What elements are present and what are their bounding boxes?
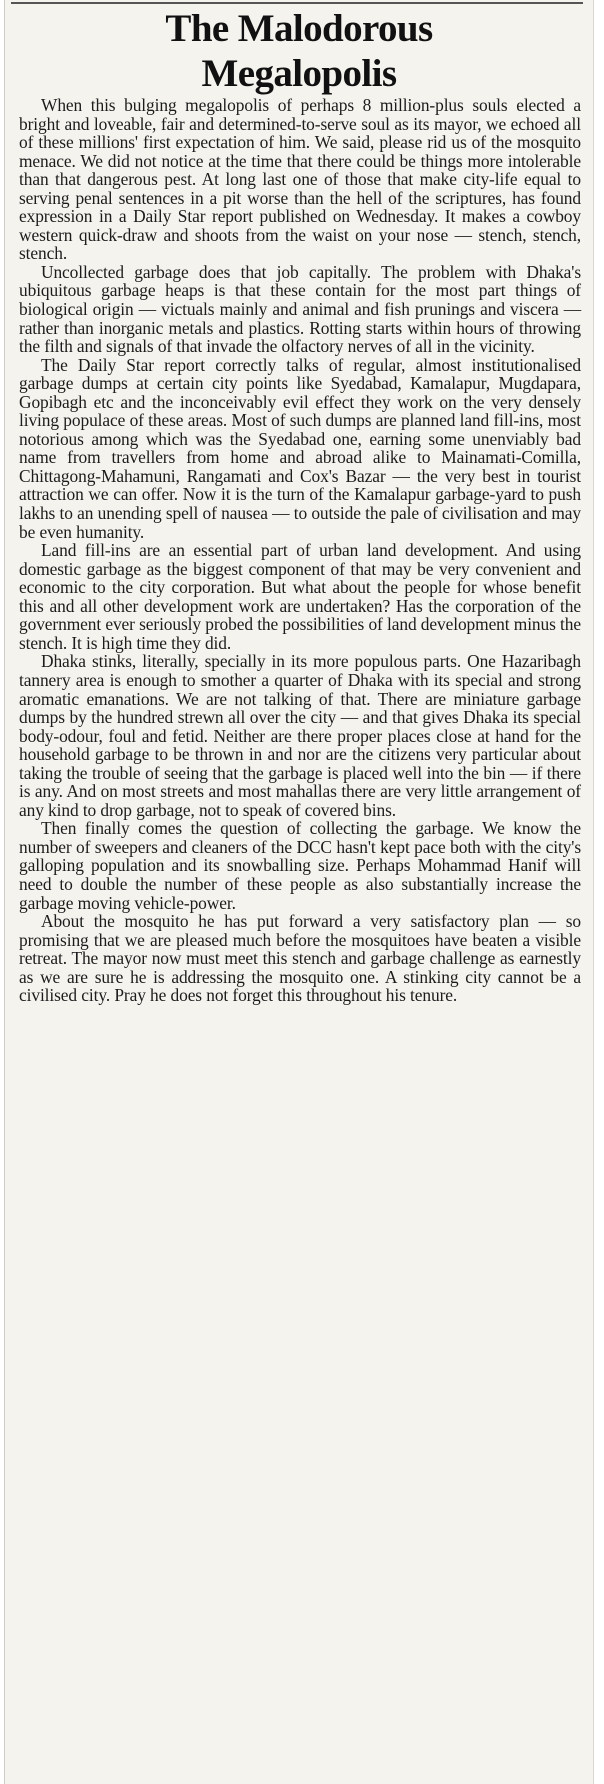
paragraph-1: When this bulging megalopolis of perhaps 8 million-plus souls elected a bright and loveable, fair and determined-to-serve soul as its mayor, we echoed all of these millions' first expectation of him. We said, please rid us of the mosquito menace. We did not notice at the time that there could be things more intolerable than that dangerous pest. At long last one of those that make city-life equal to serving penal sentences in a pit worse than the hell of the scriptures, has found expression in a Daily Star report published on Wednesday. It makes a cowboy western quick-draw and shoots from the waist on your nose — stench, stench, stench. [19,95,581,264]
article-body [19,96,581,1005]
top-rule [11,2,583,4]
paragraph-4: Land fill-ins are an essential part of urban land development. And using domestic garbage as the biggest component of that may be very convenient and economic to the city corporation. But what about the people for whose benefit this and all other development work are undertaken? Has the corporation of the government ever seriously probed the possibilities of land development minus the stench. It is high time they did. [19,540,581,653]
paragraph-6: Then finally comes the question of collecting the garbage. We know the number of sweepers and cleaners of the DCC hasn't kept pace both with the city's galloping population and its snowballing size. Perhaps Mohammad Hanif will need to double the number of these people as also substantially increase the garbage moving vehicle-power. [19,818,581,913]
headline [5,6,593,96]
paragraph-5: Dhaka stinks, literally, specially in its more populous parts. One Hazaribagh tannery area is enough to smother a quarter of Dhaka with its special and strong aromatic emanations. We are not talking of that. There are miniature garbage dumps by the hundred strewn all over the city — and that gives Dhaka its special body-odour, foul and fetid. Neither are there proper places close at hand for the household garbage to be thrown in and nor are the citizens very particular about taking the trouble of seeing that the garbage is placed well into the bin — if there is any. And on most streets and most mahallas there are very little arrangement of any kind to drop garbage, not to speak of covered bins. [19,651,581,820]
newspaper-clipping [4,0,594,1784]
paragraph-7: About the mosquito he has put forward a very satisfactory plan — so promising that we are pleased much before the mosquitoes have beaten a visible retreat. The mayor now must meet this stench and garbage challenge as earnestly as we are sure he is addressing the mosquito one. A stinking city cannot be a civilised city. Pray he does not forget this throughout his tenure. [19,911,581,1006]
headline-line-2: Megalopolis [201,52,397,95]
paragraph-2: Uncollected garbage does that job capitally. The problem with Dhaka's ubiquitous garbage heaps is that these contain for the most part things of biological origin — victuals mainly and animal and fish prunings and viscera — rather than inorganic metals and plastics. Rotting starts within hours of throwing the filth and signals of that invade the olfactory nerves of all in the vicinity. [19,261,581,357]
paragraph-3: The Daily Star report correctly talks of regular, almost institutionalised garbage dumps at certain city points like Syedabad, Kamalapur, Mugdapara, Gopibagh etc and the inconceivably evil effect they work on the very densely living populace of these areas. Most of such dumps are planned land fill-ins, most notorious among which was the Syedabad one, earning some unenviably bad name from travellers from home and abroad alike to Mainamati-Comilla, Chittagong-Mahamuni, Rangamati and Cox's Bazar — the very best in tourist attraction we can offer. Now it is the turn of the Kamalapur garbage-yard to push lakhs to an unending spell of nausea — to outside the pale of civilisation and may be even humanity. [19,354,581,542]
headline-line-1: The Malodorous [165,7,433,50]
